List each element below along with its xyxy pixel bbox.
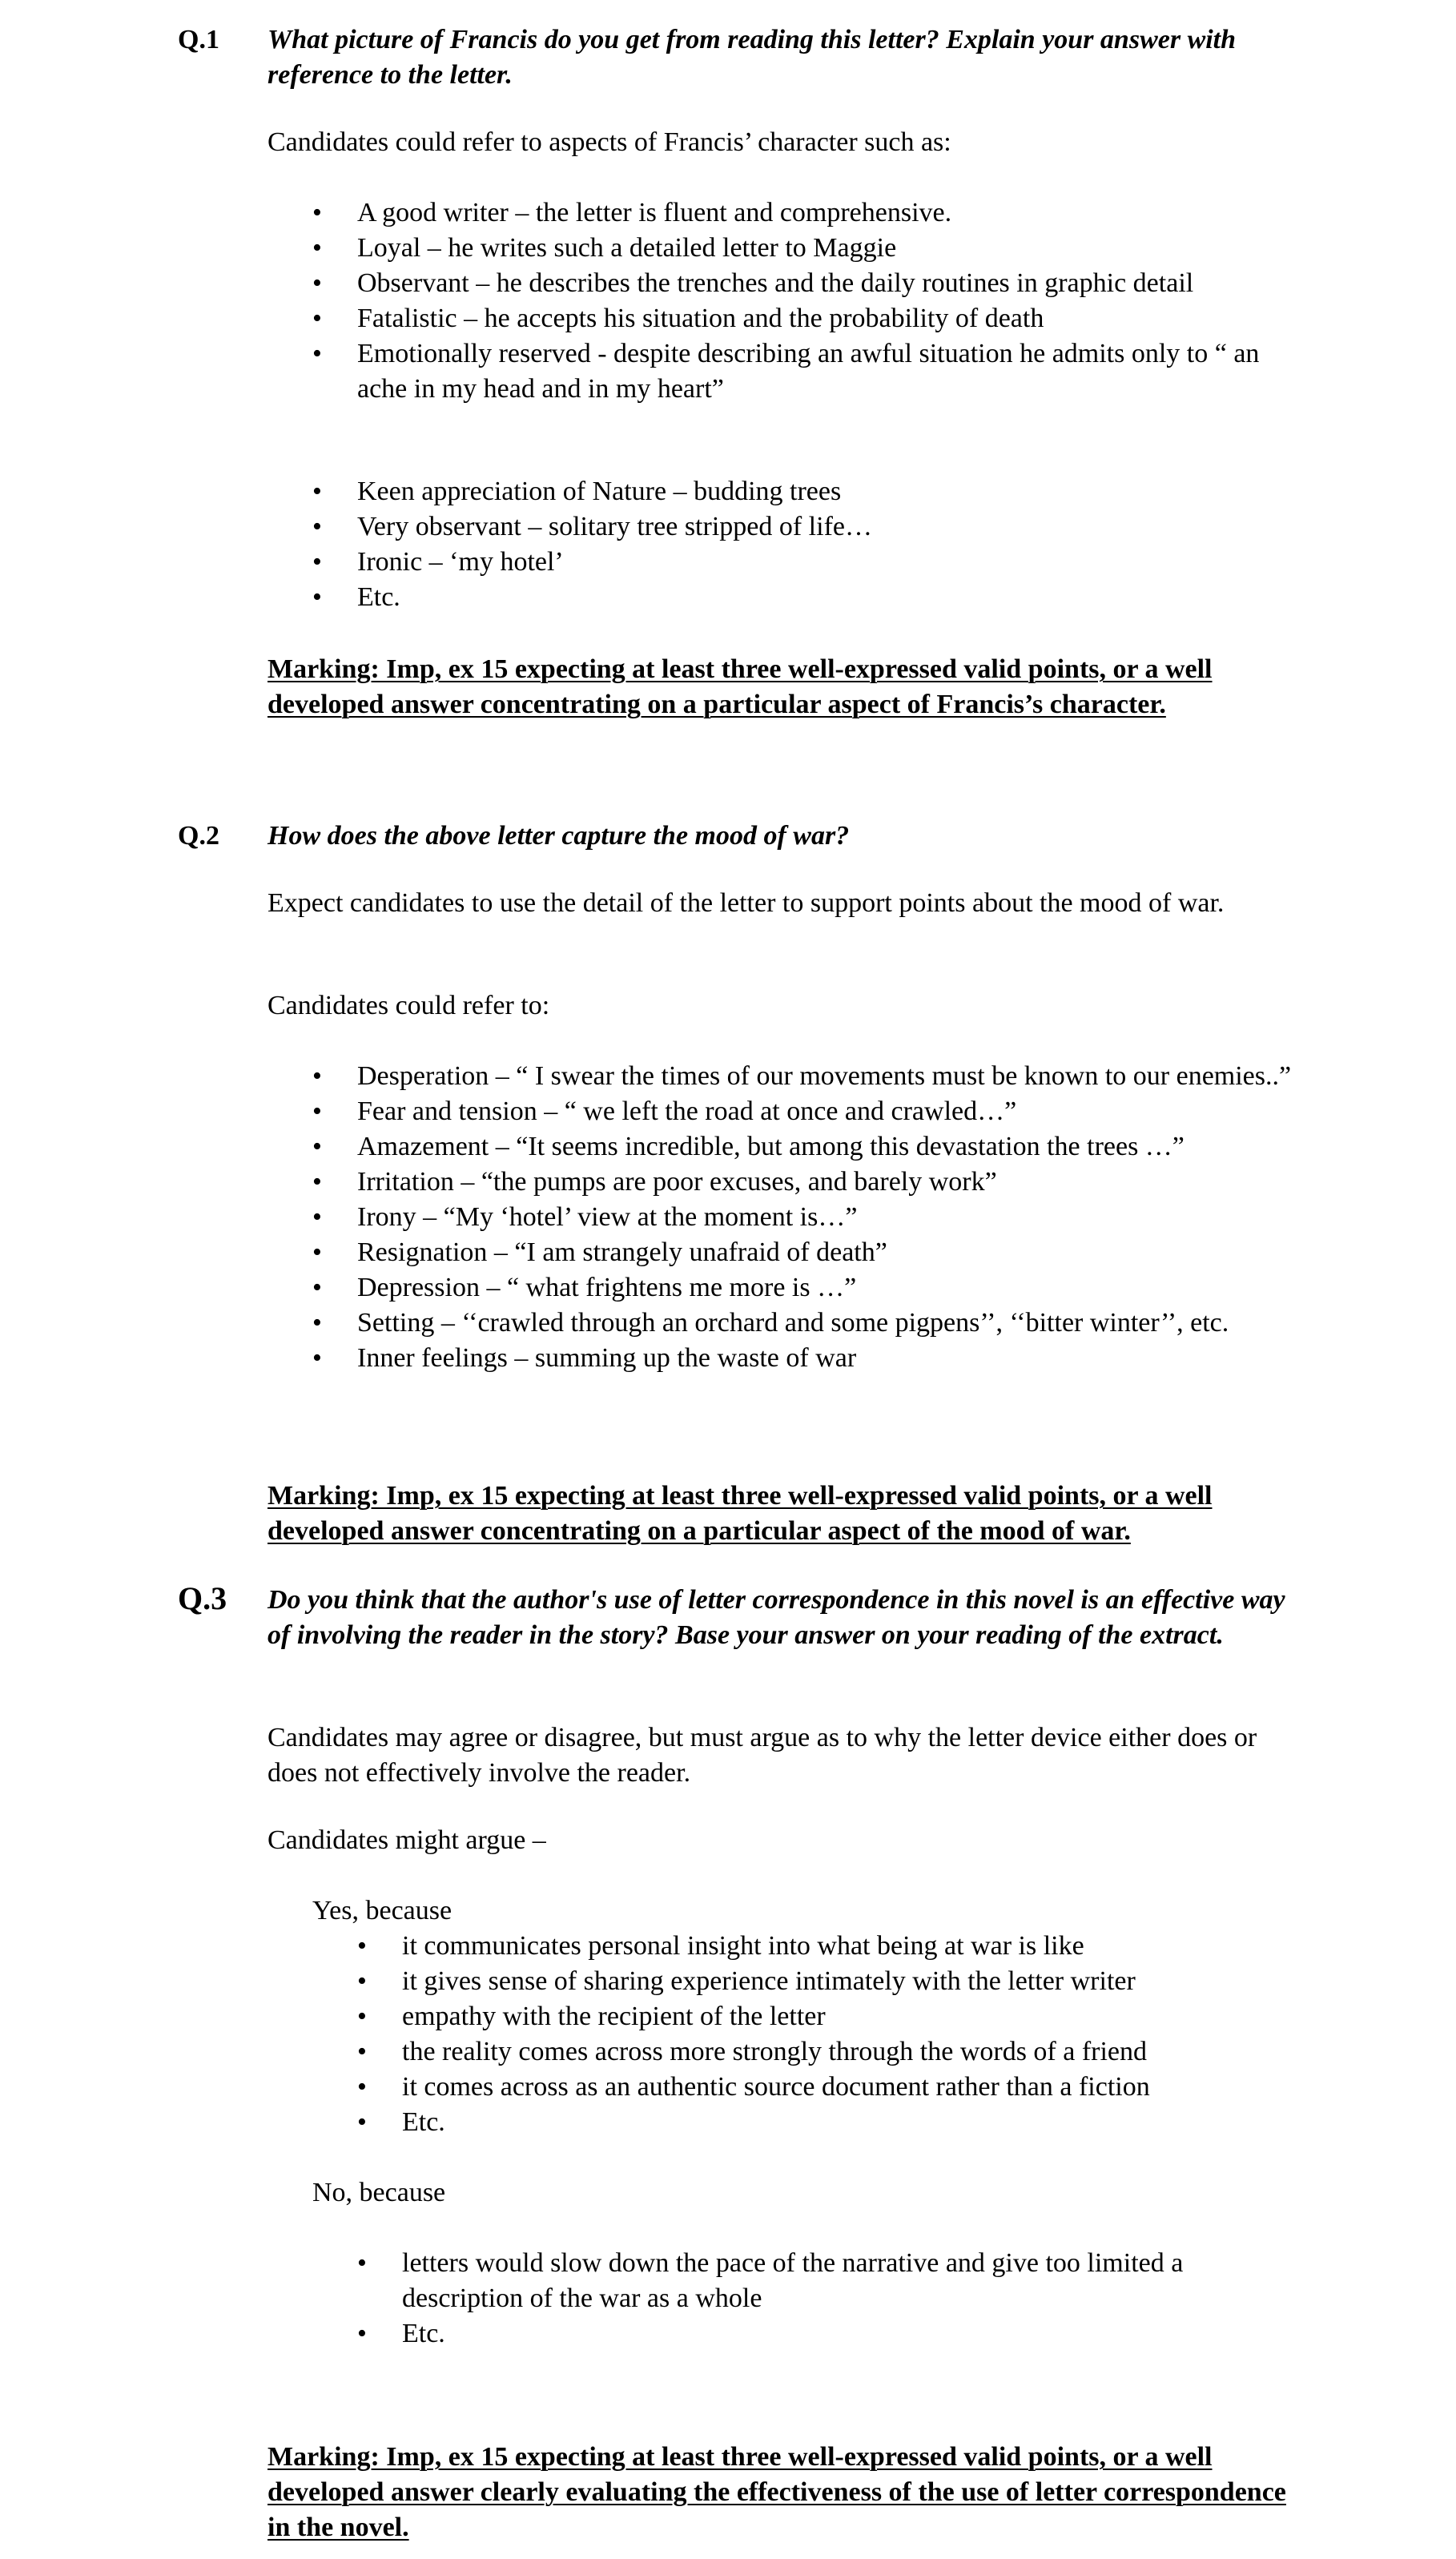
- list-item: • empathy with the recipient of the letter: [357, 2002, 826, 2031]
- list-item: • Etc.: [312, 582, 400, 612]
- q1-bullet-list-b: [267, 474, 1309, 615]
- list-item: • Irony – “My ‘hotel’ view at the moment is…”: [312, 1202, 858, 1232]
- list-item: • Etc.: [357, 2319, 445, 2348]
- q3-question: Do you think that the author's use of letter correspondence in this novel is an effective way of involving the reader in the story? Base your answer on your reading of the extract.: [267, 1585, 1285, 1650]
- list-item: • Desperation – “ I swear the times of our movements must be known to our enemies..”: [312, 1061, 1292, 1091]
- q2-intro-2: Candidates could refer to:: [267, 991, 550, 1020]
- q1-number: Q.1: [178, 25, 219, 54]
- q3-marking: Marking: Imp, ex 15 expecting at least three well-expressed valid points, or a well developed answer clearly evaluating the effectiveness of the use of letter correspondence in the novel.: [267, 2442, 1286, 2542]
- list-item: • Etc.: [357, 2107, 445, 2137]
- q3-no-label: No, because: [312, 2178, 446, 2207]
- q1-intro: Candidates could refer to aspects of Francis’ character such as:: [267, 127, 951, 157]
- list-item: • it gives sense of sharing experience intimately with the letter writer: [357, 1966, 1136, 1996]
- q1-question: What picture of Francis do you get from reading this letter? Explain your answer with reference to the letter.: [267, 25, 1237, 90]
- list-item: • Amazement – “It seems incredible, but among this devastation the trees …”: [312, 1132, 1185, 1161]
- q3-yes-bullet-list: [312, 1929, 1309, 2140]
- q2-number: Q.2: [178, 821, 219, 851]
- q2-marking: Marking: Imp, ex 15 expecting at least three well-expressed valid points, or a well developed answer concentrating on a particular aspect of the mood of war.: [267, 1481, 1213, 1546]
- q1-marking: Marking: Imp, ex 15 expecting at least three well-expressed valid points, or a well developed answer concentrating on a particular aspect of Francis’s character.: [267, 654, 1213, 719]
- list-item: • Depression – “ what frightens me more is …”: [312, 1273, 857, 1302]
- list-item: • Fear and tension – “ we left the road at once and crawled…”: [312, 1096, 1017, 1126]
- list-item: • Fatalistic – he accepts his situation and the probability of death: [312, 304, 1044, 333]
- q2-intro: Expect candidates to use the detail of the letter to support points about the mood of war.: [267, 888, 1225, 918]
- list-item: • Inner feelings – summing up the waste of war: [312, 1343, 857, 1373]
- list-item: • Observant – he describes the trenches and the daily routines in graphic detail: [312, 268, 1194, 298]
- list-item: • letters would slow down the pace of the narrative and give too limited a description of the war as a whole: [357, 2248, 1184, 2313]
- list-item: • it communicates personal insight into what being at war is like: [357, 1931, 1084, 1961]
- q3-intro: Candidates may agree or disagree, but must argue as to why the letter device either does or does not effectively involve the reader.: [267, 1723, 1257, 1788]
- q1-bullet-list-a: [267, 195, 1309, 407]
- list-item: • Setting – ‘‘crawled through an orchard and some pigpens’’, ‘‘bitter winter’’, etc.: [312, 1308, 1229, 1338]
- q2-bullet-list: [267, 1059, 1309, 1376]
- list-item: • Resignation – “I am strangely unafraid of death”: [312, 1237, 887, 1267]
- list-item: • Emotionally reserved - despite describing an awful situation he admits only to “ an ache in my head and in my heart”: [312, 339, 1260, 404]
- list-item: • Keen appreciation of Nature – budding trees: [312, 477, 842, 506]
- list-item: • Ironic – ‘my hotel’: [312, 547, 564, 577]
- list-item: • it comes across as an authentic source document rather than a fiction: [357, 2072, 1150, 2102]
- q3-yes-label: Yes, because: [312, 1896, 452, 1925]
- list-item: • Very observant – solitary tree stripped of life…: [312, 512, 872, 541]
- q3-no-bullet-list: [312, 2246, 1309, 2352]
- q3-intro-2: Candidates might argue –: [267, 1825, 546, 1855]
- list-item: • Irritation – “the pumps are poor excuses, and barely work”: [312, 1167, 997, 1197]
- q3-number: Q.3: [178, 1580, 227, 1616]
- list-item: • A good writer – the letter is fluent and comprehensive.: [312, 198, 952, 227]
- list-item: • the reality comes across more strongly through the words of a friend: [357, 2037, 1148, 2066]
- list-item: • Loyal – he writes such a detailed letter to Maggie: [312, 233, 897, 263]
- q2-question: How does the above letter capture the mood of war?: [267, 821, 850, 851]
